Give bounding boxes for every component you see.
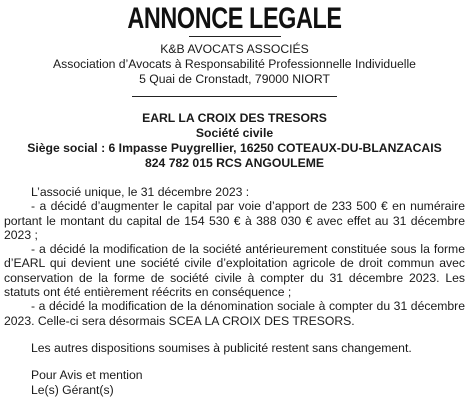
notice-body (4, 185, 465, 397)
decision-name-change: - a décidé la modification de la dénomination sociale à compter du 31 décembre 2023. Celle-ci sera désormais SCEA LA CROIX DES TRESORS. (4, 299, 465, 328)
decision-transformation: - a décidé la modification de la société antérieurement constituée sous la forme d’EARL qui devient une société civile d’exploitation agricole de droit commun avec conservation de la forme de société civile à compter du 31 décembre 2023. Les statuts ont été entièrement réécrits en conséquence ; (4, 242, 465, 300)
company-seat: Siège social : 6 Impasse Puygrellier, 16250 COTEAUX-DU-BLANZACAIS (27, 141, 442, 155)
spacer (4, 355, 465, 368)
other-provisions: Les autres dispositions soumises à publicité restent sans changement. (31, 340, 412, 355)
decision-capital: - a décidé d’augmenter le capital par voie d’apport de 233 500 € en numéraire portant le montant du capital de 154 530 € à 388 030 € avec effet au 31 décembre 2023 ; (4, 199, 465, 242)
company-block (4, 111, 465, 171)
firm-type: Association d’Avocats à Responsabilité Professionnelle Individuelle (53, 57, 416, 71)
firm-name: K&B AVOCATS ASSOCIÉS (160, 42, 309, 56)
title-divider (189, 36, 281, 37)
firm-block (4, 42, 465, 87)
section-divider (132, 96, 337, 97)
company-form: Société civile (195, 126, 274, 140)
spacer (4, 328, 465, 341)
firm-address: 5 Quai de Cronstadt, 79000 NIORT (139, 72, 330, 86)
company-rcs: 824 782 015 RCS ANGOULEME (144, 156, 325, 170)
notice-title: ANNONCE LEGALE (127, 2, 342, 35)
intro-paragraph: L’associé unique, le 31 décembre 2023 : (31, 185, 250, 199)
closing-line-1: Pour Avis et mention (31, 368, 143, 383)
closing-line-2: Le(s) Gérant(s) (31, 382, 114, 397)
company-name: EARL LA CROIX DES TRESORS (142, 111, 327, 125)
